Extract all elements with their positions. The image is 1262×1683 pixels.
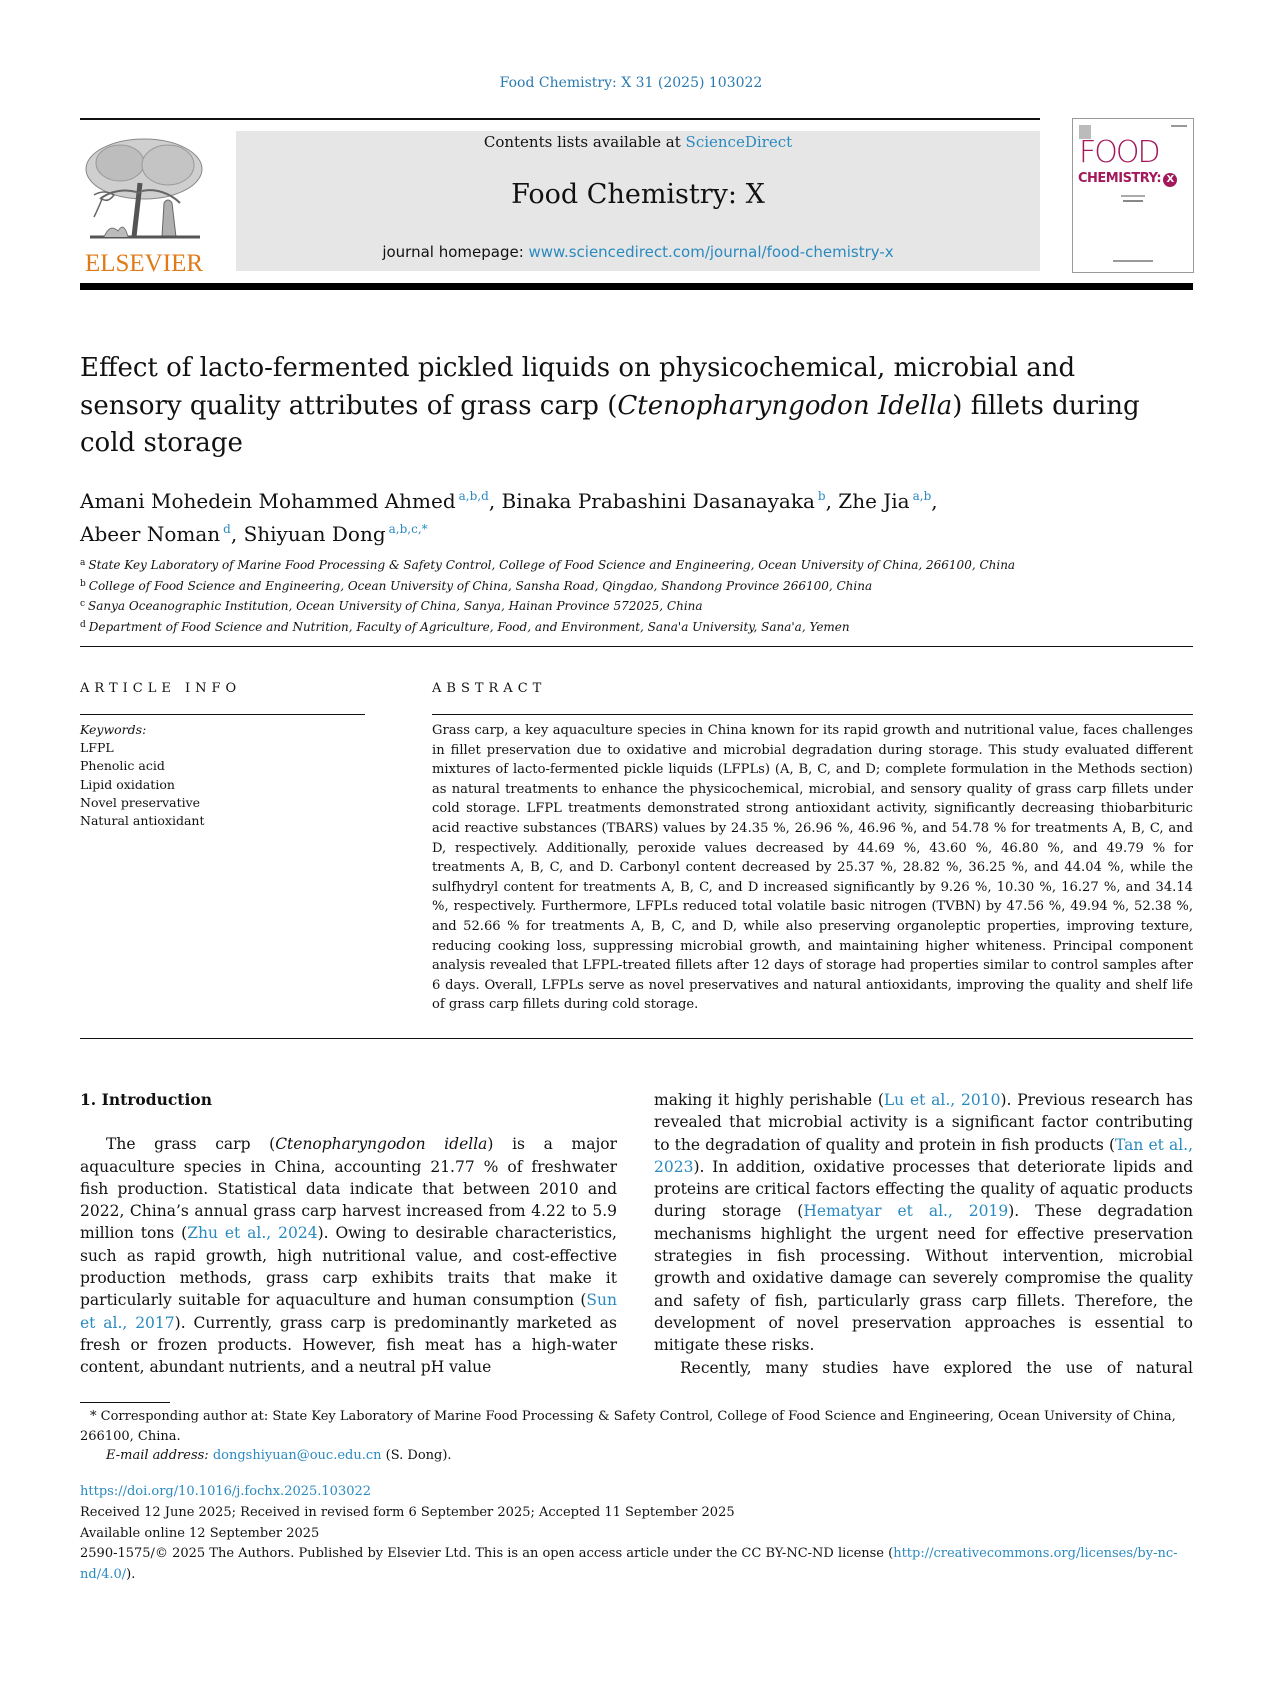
- citation-link[interactable]: Hematyar et al., 2019: [803, 1202, 1009, 1221]
- text: ). Owing to desirable characteristics, such as rapid growth, high nutritional value, and cost-effective production methods, grass carp exhibits traits that make it particularly suitable for aquaculture and human consumption (: [80, 1224, 617, 1310]
- affiliations-rule: [80, 646, 1193, 647]
- body-column-left: [80, 1089, 617, 1379]
- received-dates: Received 12 June 2025; Received in revised form 6 September 2025; Accepted 11 September 2025: [80, 1504, 735, 1520]
- author-affiliation-marks[interactable]: a,b,d: [458, 489, 489, 503]
- body-column-right: [654, 1089, 1193, 1379]
- intro-paragraph-1-continued: [654, 1089, 1193, 1357]
- author-separator: ,: [931, 489, 938, 513]
- title-text-2: ) fillets during cold storage: [80, 390, 1140, 458]
- article-metadata: [80, 1482, 1193, 1586]
- author-name: Zhe Jia: [838, 489, 910, 513]
- elsevier-tree-icon: [80, 133, 208, 245]
- footnote-star: *: [90, 1409, 97, 1424]
- journal-homepage-link[interactable]: www.sciencedirect.com/journal/food-chemistry-x: [528, 243, 894, 261]
- cover-chemistry-word: CHEMISTRY:: [1078, 171, 1162, 186]
- abstract-rule: [432, 714, 1193, 715]
- keywords-block: [80, 721, 365, 830]
- homepage-prefix: journal homepage:: [382, 243, 529, 261]
- citation-link[interactable]: Zhu et al., 2024: [187, 1224, 318, 1243]
- affiliation: [80, 554, 1180, 575]
- affiliation-mark: c: [80, 599, 86, 609]
- section-heading-introduction: 1. Introduction: [80, 1090, 212, 1109]
- author[interactable]: [80, 489, 489, 513]
- header-thick-rule: [80, 283, 1193, 290]
- footnote-text: Corresponding author at: State Key Laboratory of Marine Food Processing & Safety Control, College of Food Science and Engineering, Ocean University of China, 266100, China.: [80, 1409, 1176, 1444]
- citation-link[interactable]: Tan et al., 2023: [654, 1135, 1193, 1176]
- citation-link[interactable]: Sun et al., 2017: [80, 1291, 617, 1332]
- license-suffix: ).: [126, 1567, 136, 1583]
- intro-paragraph-1: [80, 1133, 617, 1378]
- journal-homepage-line: [236, 243, 1040, 261]
- license-text: 2590-1575/© 2025 The Authors. Published by Elsevier Ltd. This is an open access article under the CC BY-NC-ND license (: [80, 1546, 894, 1562]
- license-link[interactable]: http://creativecommons.org/licenses/by-nc-nd/4.0/: [80, 1546, 1178, 1583]
- abstract-bottom-rule: [80, 1038, 1193, 1039]
- affiliation-text: State Key Laboratory of Marine Food Processing & Safety Control, College of Food Science and Engineering, Ocean University of China, 266100, China: [88, 558, 1016, 572]
- contents-line: [236, 133, 1040, 151]
- species-name: Ctenopharyngodon idella: [275, 1135, 488, 1154]
- affiliation: [80, 616, 1180, 637]
- title-species: Ctenopharyngodon Idella: [617, 390, 953, 421]
- header-top-rule: [80, 118, 1040, 120]
- affiliation-text: Department of Food Science and Nutrition, Faculty of Agriculture, Food, and Environment, Sana'a University, Sana'a, Yemen: [88, 619, 850, 634]
- article-info-heading: ARTICLE INFO: [80, 681, 242, 696]
- affiliation-list: [80, 554, 1180, 636]
- affiliation-mark: a: [80, 558, 86, 568]
- corresponding-note: [80, 1407, 1193, 1446]
- article-title: [80, 350, 1140, 463]
- text: ). Currently, grass carp is predominantly marketed as fresh or frozen products. However, fish meat has a high-water content, abundant nutrients, and a neutral pH value: [80, 1313, 617, 1377]
- cover-food-text: FOOD: [1079, 135, 1159, 170]
- cover-issn-mark: [1171, 125, 1187, 127]
- journal-reference[interactable]: Food Chemistry: X 31 (2025) 103022: [499, 75, 763, 91]
- journal-title: Food Chemistry: X: [511, 179, 765, 210]
- keyword: LFPL: [80, 740, 114, 756]
- journal-banner: [236, 131, 1040, 271]
- citation-link[interactable]: Lu et al., 2010: [883, 1091, 1001, 1109]
- author[interactable]: [244, 522, 428, 546]
- author-name: Amani Mohedein Mohammed Ahmed: [80, 489, 456, 513]
- author-separator: ,: [825, 489, 839, 513]
- title-text-1: Effect of lacto-fermented pickled liquids on physicochemical, microbial and sensory quality attributes of grass carp (: [80, 353, 1076, 421]
- cover-chemistry-text: [1078, 171, 1177, 187]
- keyword: Natural antioxidant: [80, 813, 205, 829]
- author-name: Binaka Prabashini Dasanayaka: [501, 489, 815, 513]
- affiliation-text: College of Food Science and Engineering, Ocean University of China, Sansha Road, Qingdao, Shandong Province 266100, China: [88, 578, 873, 593]
- keyword: Lipid oxidation: [80, 776, 175, 792]
- author-separator: ,: [230, 522, 244, 546]
- corresponding-author-footnote: [80, 1407, 1193, 1466]
- cover-footer-mark: [1113, 260, 1153, 262]
- affiliation-text: Sanya Oceanographic Institution, Ocean University of China, Sanya, Hainan Province 572025, China: [88, 599, 703, 613]
- author-list: [80, 482, 1180, 548]
- author-affiliation-marks[interactable]: d: [223, 522, 231, 536]
- cover-x-badge: X: [1163, 173, 1177, 187]
- author-affiliation-marks[interactable]: a,b: [912, 489, 932, 503]
- footnote-rule: [80, 1402, 170, 1403]
- contents-prefix: Contents lists available at: [483, 133, 686, 151]
- text: The grass carp (: [106, 1135, 276, 1154]
- affiliation-mark: b: [80, 578, 86, 589]
- text: ). These degradation mechanisms highlight the urgent need for effective preservation strategies in fish processing. Without intervention, microbial growth and oxidative damage can severely compromise the quality and safety of fish, particularly grass carp fillets. Therefore, the development of novel preservation approaches is essential to mitigate these risks.: [654, 1202, 1194, 1355]
- license-statement: [80, 1544, 1193, 1586]
- author[interactable]: [838, 489, 931, 513]
- email-link[interactable]: dongshiyuan@ouc.edu.cn: [212, 1448, 382, 1463]
- available-online: Available online 12 September 2025: [80, 1525, 320, 1541]
- text: making it highly perishable (: [654, 1091, 884, 1109]
- affiliation: [80, 575, 1180, 596]
- email-line: [80, 1446, 1193, 1466]
- abstract-text: Grass carp, a key aquaculture species in China known for its rapid growth and nutritional value, faces challenges in fillet preservation due to oxidative and microbial degradation during storage. This study evaluated different mixtures of lacto-fermented pickle liquids (LFPLs) (A, B, C, and D; complete formulation in the Methods section) as natural treatments to enhance the physicochemical, microbial, and sensory quality of grass carp fillets under cold storage. LFPL treatments demonstrated strong antioxidant activity, significantly decreasing thiobarbituric acid reactive substances (TBARS) values by 24.35 %, 26.96 %, 46.96 %, and 54.78 % for treatments A, B, C, and D, respectively. Additionally, peroxide values decreased by 44.69 %, 43.60 %, 46.80 %, and 49.79 % for treatments A, B, C, and D. Carbonyl content decreased by 25.37 %, 28.82 %, 36.25 %, and 44.04 %, while the sulfhydryl content for treatments A, B, C, and D increased significantly by 9.26 %, 10.30 %, 16.27 %, and 34.14 %, respectively. Furthermore, LFPLs reduced total volatile basic nitrogen (TVBN) by 47.56 %, 49.94 %, 52.38 %, and 52.66 % for treatments A, B, C, and D, while also preserving organoleptic properties, improving texture, reducing cooking loss, suppressing microbial growth, and maintaining higher whiteness. Principal component analysis revealed that LFPL-treated fillets after 12 days of storage had properties similar to control samples after 6 days. Overall, LFPLs serve as novel preservatives and natural antioxidants, improving the quality and shelf life of grass carp fillets during cold storage.: [432, 723, 1193, 1013]
- affiliation: [80, 595, 1180, 616]
- author-affiliation-marks[interactable]: b: [817, 489, 826, 503]
- author-affiliation-marks[interactable]: a,b,c,*: [388, 522, 428, 536]
- intro-paragraph-2: Recently, many studies have explored the use of natural: [680, 1358, 1193, 1377]
- text: ). In addition, oxidative processes that deteriorate lipids and proteins are critical factors effecting the quality of aquatic products during storage (: [654, 1157, 1193, 1221]
- keyword: Phenolic acid: [80, 758, 165, 774]
- keyword: Novel preservative: [80, 794, 201, 810]
- text: ) is a major aquaculture species in China, accounting 21.77 % of freshwater fish production. Statistical data indicate that between 2010 and 2022, China’s annual grass carp harvest increased from 4.22 to 5.9 million tons (: [80, 1135, 618, 1243]
- keywords-label: Keywords:: [80, 722, 147, 737]
- cover-editor-name: [1123, 200, 1143, 202]
- author[interactable]: [502, 489, 826, 513]
- text: ). Previous research has revealed that microbial activity is a significant factor contributing to the degradation of quality and protein in fish products (: [654, 1091, 1194, 1154]
- author-name: Shiyuan Dong: [243, 522, 386, 546]
- abstract-heading: ABSTRACT: [432, 681, 547, 696]
- email-suffix: (S. Dong).: [381, 1448, 452, 1463]
- author-separator: ,: [488, 489, 502, 513]
- journal-cover-thumbnail[interactable]: [1072, 118, 1194, 273]
- author[interactable]: [80, 522, 231, 546]
- elsevier-logo-text: ELSEVIER: [84, 250, 204, 277]
- affiliation-mark: d: [80, 619, 86, 630]
- sciencedirect-link[interactable]: ScienceDirect: [685, 133, 793, 151]
- author-name: Abeer Noman: [80, 522, 221, 546]
- email-label: E-mail address:: [106, 1448, 209, 1463]
- doi-link[interactable]: https://doi.org/10.1016/j.fochx.2025.103022: [80, 1484, 372, 1499]
- article-info-rule: [80, 714, 365, 715]
- cover-editor-line: [1121, 195, 1145, 197]
- elsevier-logo[interactable]: [80, 133, 208, 278]
